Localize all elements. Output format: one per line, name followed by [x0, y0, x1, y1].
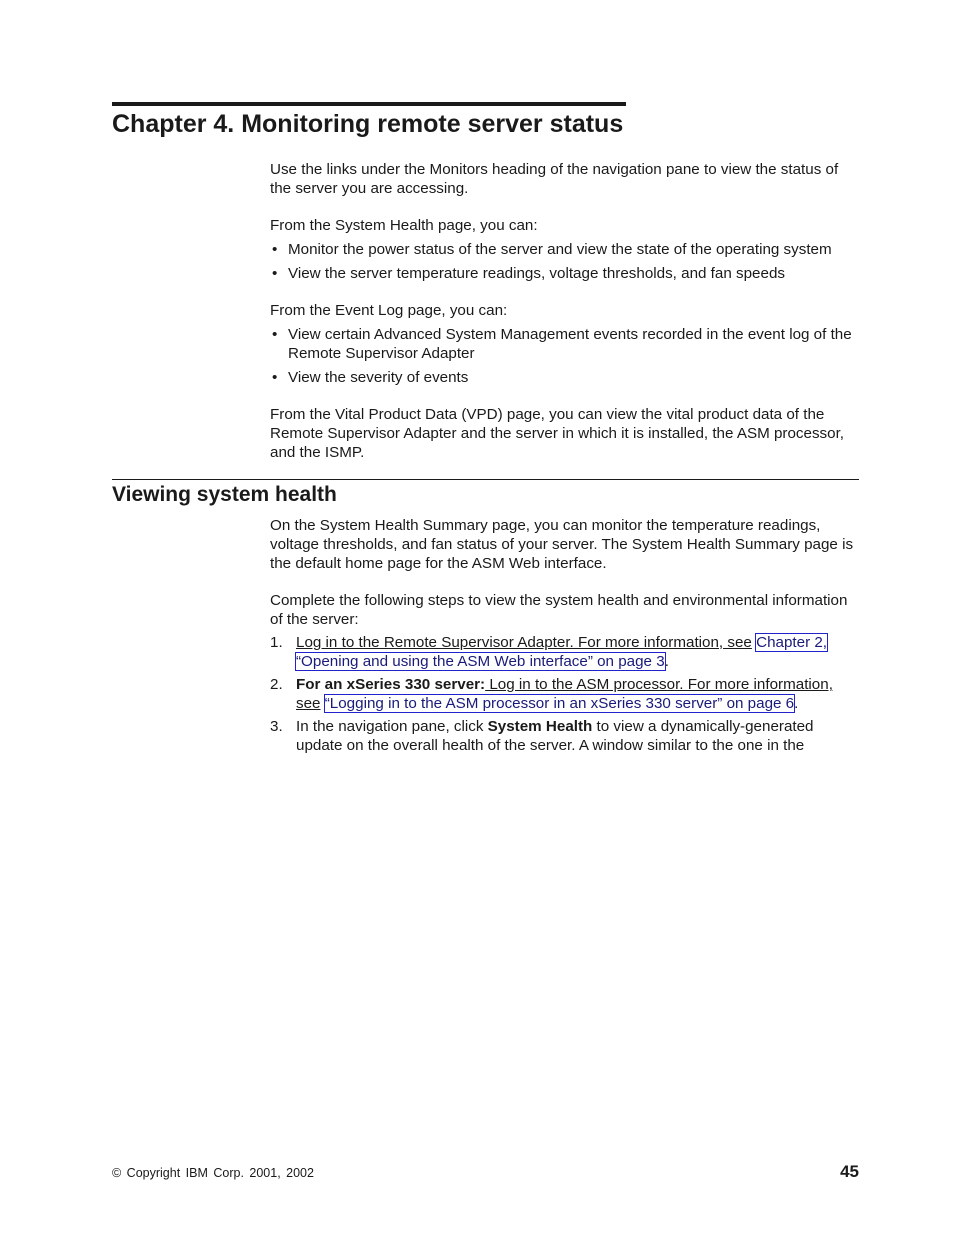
logging-in-link[interactable]: “Logging in to the ASM processor in an xSeries 330 server” on page 6: [324, 695, 795, 712]
chapter-title: Chapter 4. Monitoring remote server status: [112, 110, 624, 138]
step-bold-label: System Health: [487, 718, 593, 735]
section-title: Viewing system health: [112, 483, 337, 506]
copyright-notice: © Copyright IBM Corp. 2001, 2002: [112, 1166, 314, 1180]
page-number: 45: [840, 1162, 859, 1181]
chapter-body: [270, 160, 860, 462]
step-1: [270, 633, 860, 671]
intro-paragraph: Use the links under the Monitors heading of the navigation pane to view the status of the server you are accessing.: [270, 161, 839, 197]
vpd-paragraph: From the Vital Product Data (VPD) page, you can view the vital product data of the Remote Supervisor Adapter and the server in which it is installed, the ASM processor, and the ISMP.: [270, 406, 845, 461]
section-rule: [112, 479, 859, 480]
step-number: 3.: [270, 718, 283, 735]
list-item: • View the server temperature readings, voltage thresholds, and fan speeds: [270, 264, 860, 283]
system-health-intro: From the System Health page, you can:: [270, 217, 538, 234]
step-text: Log in to the ASM processor. For more information, see: [296, 676, 833, 712]
step-2: [270, 675, 860, 713]
step-number: 1.: [270, 634, 283, 651]
list-item: • View certain Advanced System Management events recorded in the event log of the Remote Supervisor Adapter: [270, 325, 860, 363]
system-health-list: [270, 240, 860, 283]
step-3: [270, 717, 860, 755]
steps-list: [270, 633, 860, 755]
event-log-intro: From the Event Log page, you can:: [270, 302, 508, 319]
section-paragraph-1: On the System Health Summary page, you can monitor the temperature readings, voltage thresholds, and fan status of your server. The System Health Summary page is the default home page for the ASM Web interface.: [270, 517, 854, 572]
event-log-list: [270, 325, 860, 387]
step-text: In the navigation pane, click: [296, 718, 488, 735]
chapter-rule: [112, 102, 626, 106]
section-paragraph-2: Complete the following steps to view the system health and environmental information of the server:: [270, 592, 848, 628]
step-text: Log in to the Remote Supervisor Adapter. For more information, see: [296, 634, 752, 651]
step-punct: .: [794, 695, 799, 712]
step-number: 2.: [270, 676, 283, 693]
chapter-2-link[interactable]: Chapter 2, “Opening and using the ASM Web interface” on page 3: [296, 634, 828, 670]
section-body: [270, 516, 860, 755]
list-item: • View the severity of events: [270, 368, 860, 387]
step-text: to view a dynamically-generated update on the overall health of the server. A window similar to the one in the: [296, 718, 814, 754]
step-punct: .: [664, 653, 669, 670]
step-bold-label: For an xSeries 330 server:: [296, 676, 486, 693]
list-item: • Monitor the power status of the server and view the state of the operating system: [270, 240, 860, 259]
